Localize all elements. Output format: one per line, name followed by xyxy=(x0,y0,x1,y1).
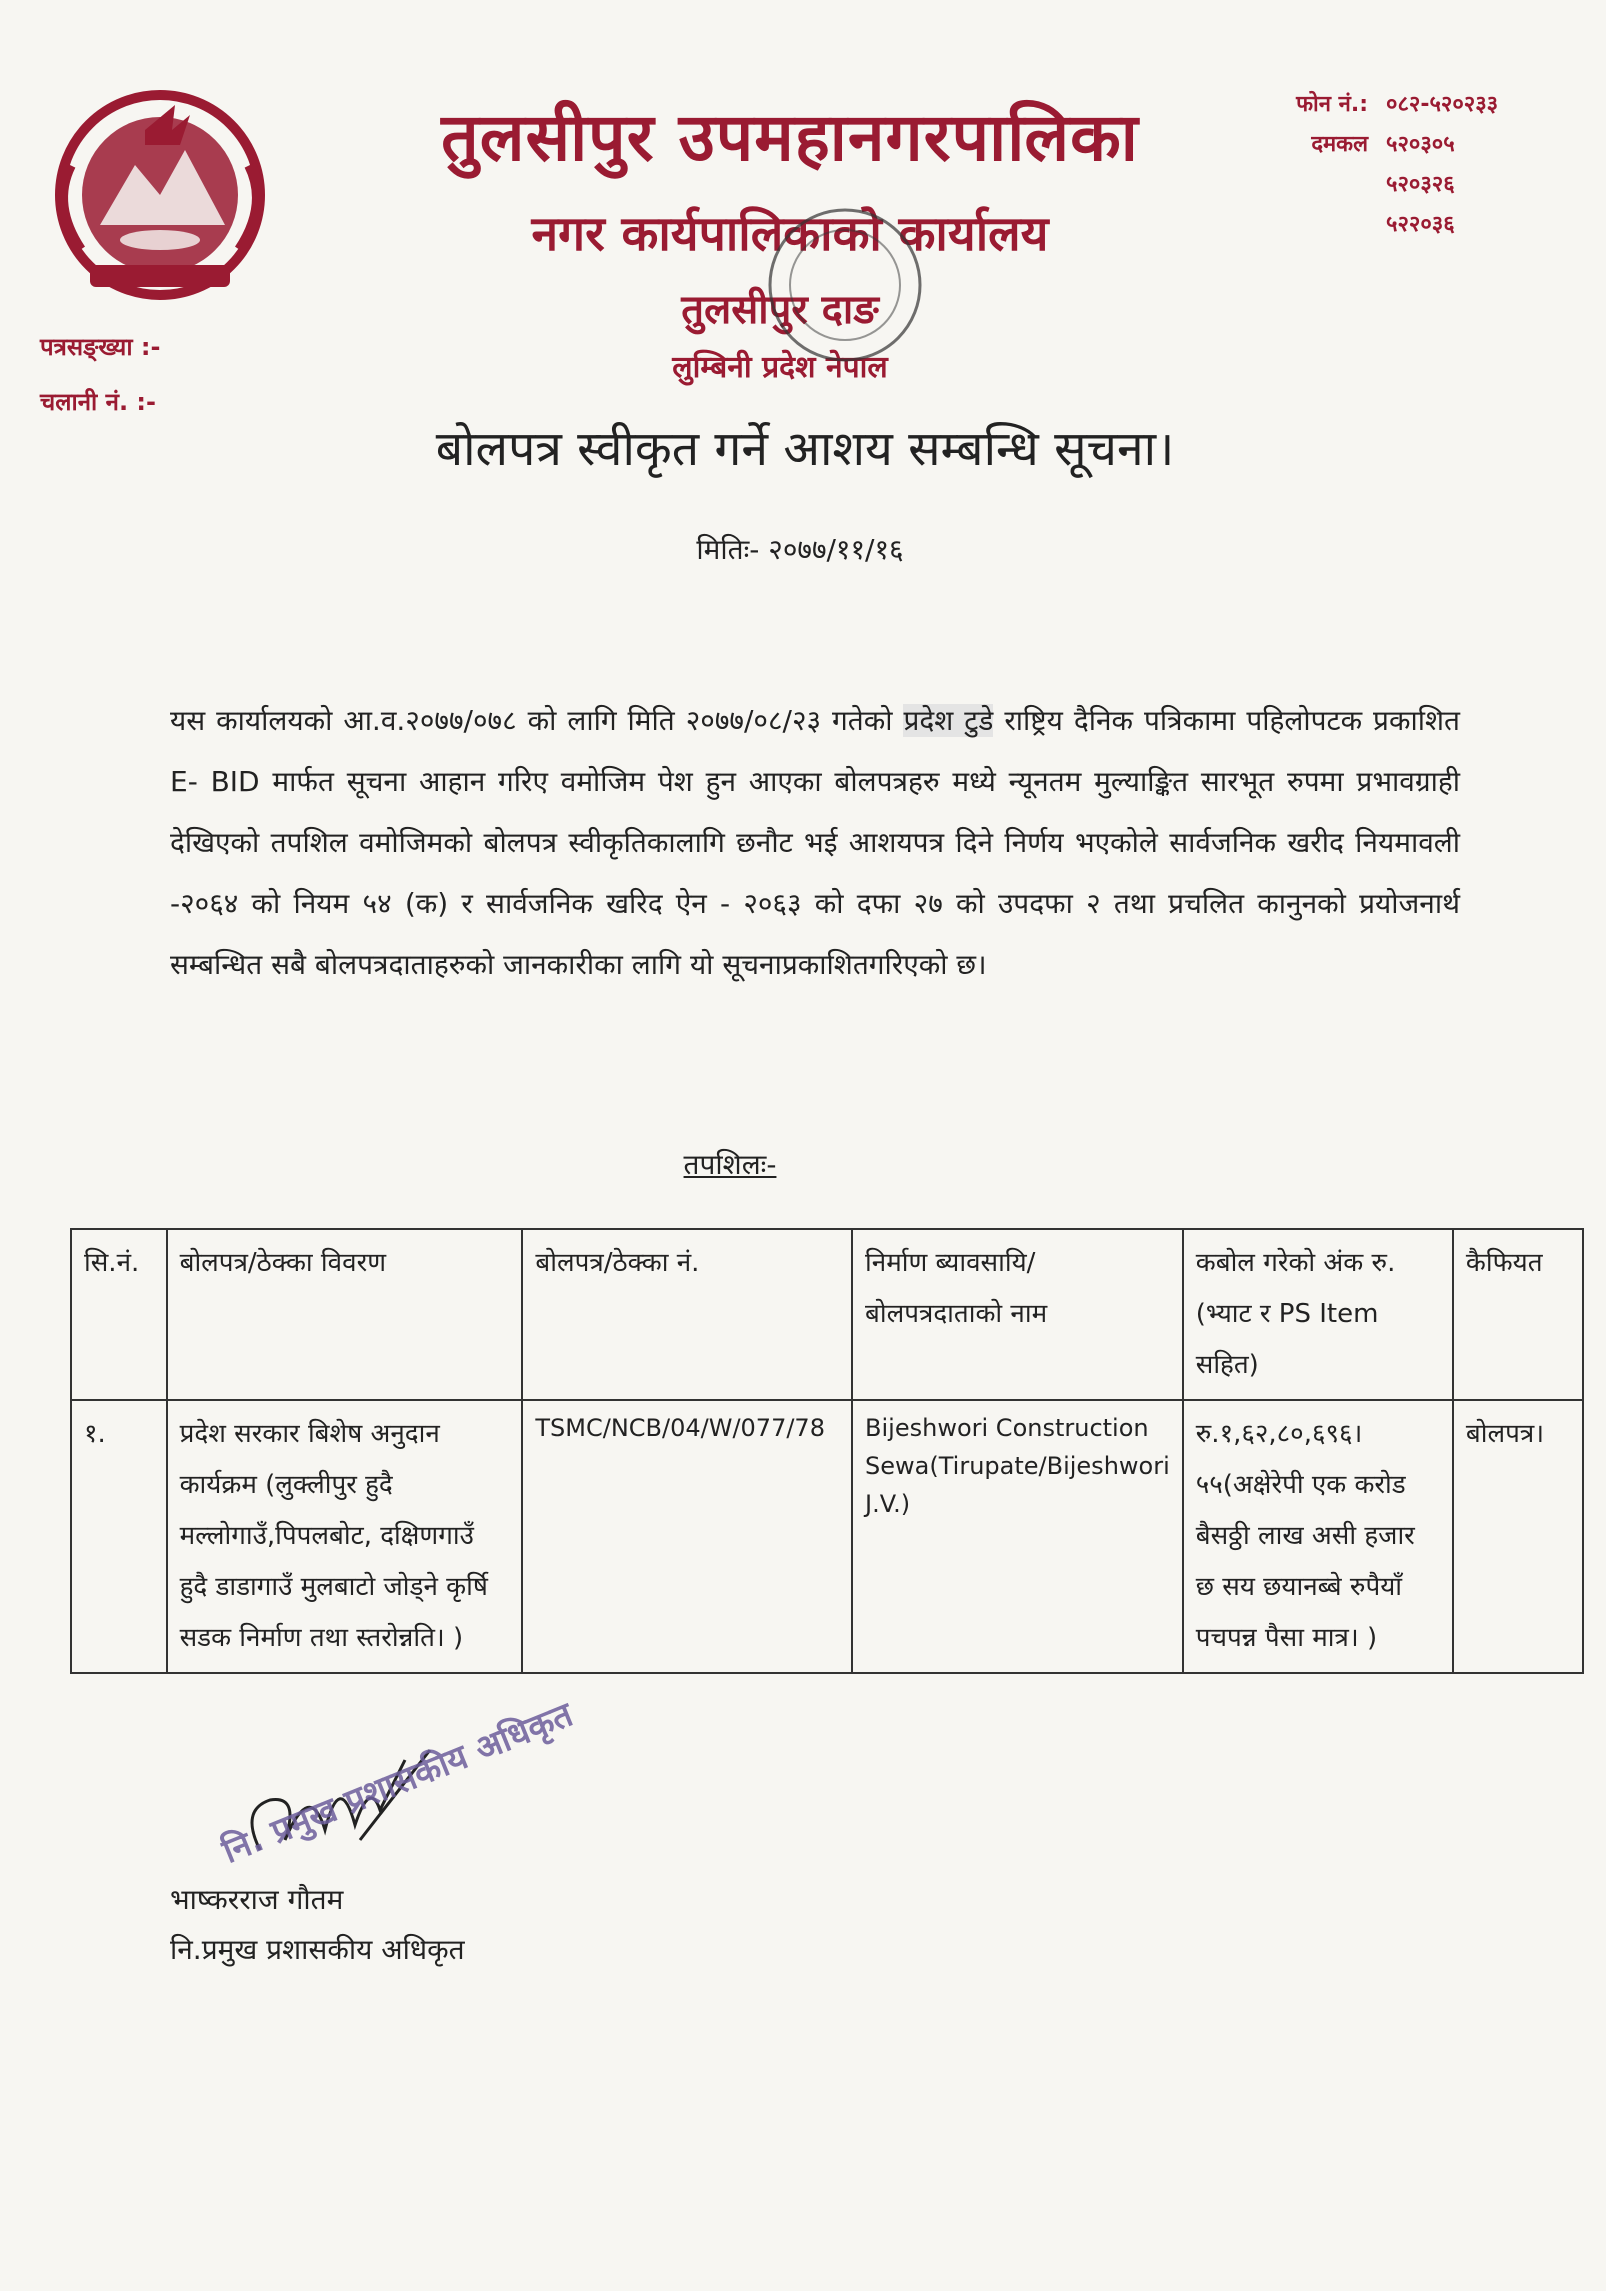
letter-number-label: पत्रसङ्ख्या :- xyxy=(40,333,161,361)
table-header-row xyxy=(71,1229,1583,1400)
notice-heading: बोलपत्र स्वीकृत गर्ने आशय सम्बन्धि सूचना। xyxy=(435,421,1175,477)
phone-label: फोन नं.: xyxy=(1296,92,1368,117)
notice-date: मितिः- २०७७/११/१६ xyxy=(696,533,904,566)
phone-number: ५२०३२६ xyxy=(1386,172,1455,197)
phone-number: ०८२-५२०२३३ xyxy=(1386,92,1499,117)
cell-description: प्रदेश सरकार बिशेष अनुदान कार्यक्रम (लुक्लीपुर हुदै मल्लोगाउँ,पिपलबोट, दक्षिणगाउँ हुदै डाडागाउँ मुलबाटो जोड्ने कृर्षि सडक निर्माण तथा स्तरोन्नति। ) xyxy=(167,1400,523,1673)
phone-row xyxy=(1206,165,1536,205)
body-text-part: राष्ट्रिय दैनिक पत्रिकामा पहिलोपटक प्रकाशित E- BID मार्फत सूचना आहान गरिए वमोजिम पेश हुन आएका बोलपत्रहरु मध्ये न्यूनतम मुल्याङ्कित सारभूत रुपमा प्रभावग्राही देखिएको तपशिल वमोजिमको बोलपत्र स्वीकृतिकालागि छनौट भई आशयपत्र दिने निर्णय भएकोले सार्वजनिक खरीद नियमावली -२०६४ को नियम ५४ (क) र सार्वजनिक खरिद ऐन - २०६३ को दफा २७ को उपदफा २ तथा प्रचलित कानुनको प्रयोजनार्थ सम्बन्धित सबै बोलपत्रदाताहरुको जानकारीका लागि यो सूचनाप्रकाशितगरिएको छ। xyxy=(170,704,1460,981)
cell-remarks: बोलपत्र। xyxy=(1453,1400,1583,1673)
phone-row xyxy=(1206,85,1536,125)
signatory-title: नि.प्रमुख प्रशासकीय अधिकृत xyxy=(170,1933,465,1966)
cell-bidder: Bijeshwori Construction Sewa(Tirupate/Bijeshwori J.V.) xyxy=(852,1400,1183,1673)
notice-body xyxy=(170,690,1460,995)
phone-row xyxy=(1206,205,1536,245)
phone-numbers xyxy=(1206,85,1536,245)
province-name: लुम्बिनी प्रदेश नेपाल xyxy=(672,350,888,385)
phone-label: दमकल xyxy=(1311,132,1368,157)
cell-contract-no: TSMC/NCB/04/W/077/78 xyxy=(522,1400,852,1673)
header-contract-no: बोलपत्र/ठेक्का नं. xyxy=(522,1229,852,1400)
phone-row xyxy=(1206,125,1536,165)
stamp-text: नि. प्रमुख प्रशासकीय अधिकृत xyxy=(216,1694,579,1872)
schedule-label: तपशिलः- xyxy=(683,1148,777,1181)
header-amount: कबोल गरेको अंक रु.(भ्याट र PS Item सहित) xyxy=(1183,1229,1453,1400)
header-sn: सि.नं. xyxy=(71,1229,167,1400)
header-bidder: निर्माण ब्यावसायि/ बोलपत्रदाताको नाम xyxy=(852,1229,1183,1400)
office-round-stamp xyxy=(760,180,930,390)
body-text-part: यस कार्यालयको आ.व.२०७७/०७८ को लागि मिति २०७७/०८/२३ गतेको xyxy=(170,704,904,737)
newspaper-name: प्रदेश टुडे xyxy=(903,704,994,737)
header-remarks: कैफियत xyxy=(1453,1229,1583,1400)
header-description: बोलपत्र/ठेक्का विवरण xyxy=(167,1229,523,1400)
phone-label xyxy=(1248,165,1368,205)
signatory-name: भाष्करराज गौतम xyxy=(170,1883,344,1916)
table-row xyxy=(71,1400,1583,1673)
office-subtitle: नगर कार्यपालिकाको कार्यालय xyxy=(531,206,1049,262)
cell-amount: रु.१,६२,८०,६९६।५५(अक्षेरेपी एक करोड बैसठ्ठी लाख असी हजार छ सय छयानब्बे रुपैयाँ पचपन्न पैसा मात्र। ) xyxy=(1183,1400,1453,1673)
phone-number: ५२०३०५ xyxy=(1386,132,1455,157)
phone-number: ५२२०३६ xyxy=(1386,212,1455,237)
dispatch-number-label: चलानी नं. :- xyxy=(40,388,156,416)
bid-schedule-table xyxy=(70,1228,1584,1674)
phone-label xyxy=(1248,205,1368,245)
cell-sn: १. xyxy=(71,1400,167,1673)
municipality-title: तुलसीपुर उपमहानगरपालिका xyxy=(441,99,1139,176)
nepal-emblem-logo xyxy=(40,75,280,310)
city-name: तुलसीपुर दाङ xyxy=(681,287,879,333)
